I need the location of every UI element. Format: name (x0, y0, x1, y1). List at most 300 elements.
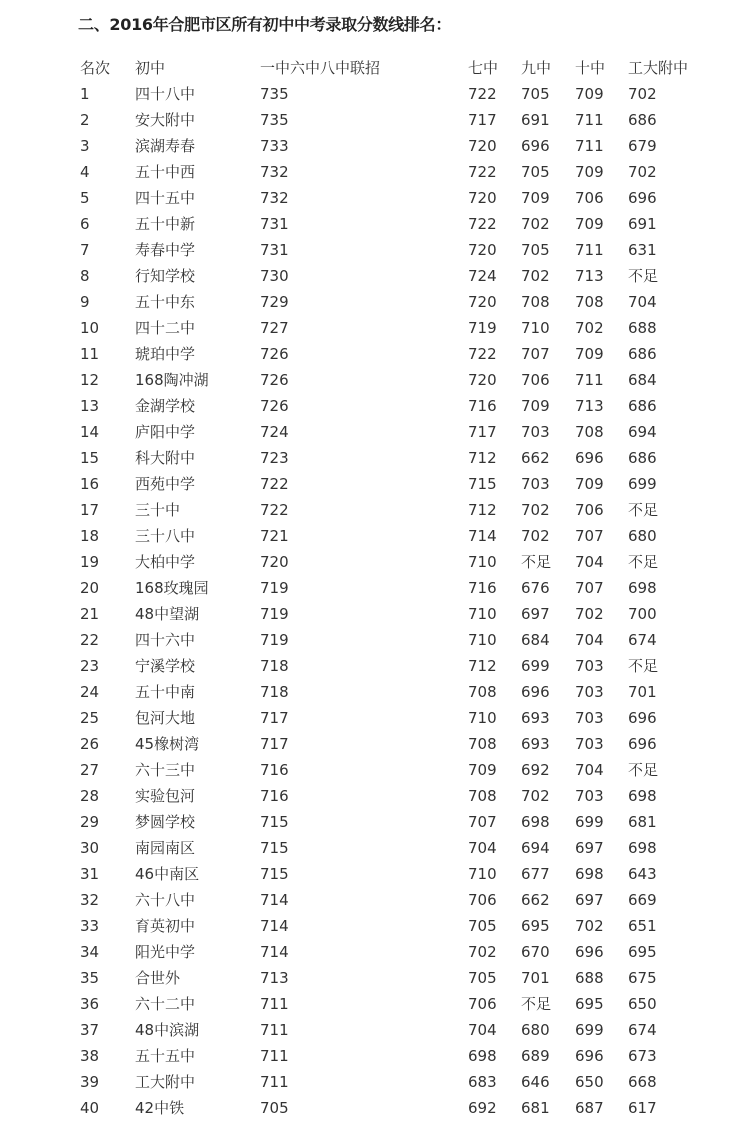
cell-no7-score: 707 (468, 813, 497, 831)
table-header-row (0, 55, 742, 81)
cell-rank: 16 (80, 475, 100, 493)
cell-gongda-score: 695 (628, 943, 657, 961)
cell-no7-score: 715 (468, 475, 497, 493)
cell-joint-score: 715 (260, 839, 289, 857)
cell-rank: 20 (80, 579, 100, 597)
table-row (0, 497, 742, 523)
cell-no10-score: 707 (575, 527, 604, 545)
cell-joint-score: 711 (260, 1073, 289, 1091)
cell-gongda-score: 673 (628, 1047, 657, 1065)
cell-no7-score: 720 (468, 137, 497, 155)
cell-no9-score: 662 (521, 891, 550, 909)
table-row (0, 211, 742, 237)
table-row (0, 757, 742, 783)
cell-joint-score: 711 (260, 995, 289, 1013)
table-row (0, 315, 742, 341)
cell-rank: 8 (80, 267, 90, 285)
cell-rank: 5 (80, 189, 90, 207)
cell-school: 45橡树湾 (135, 735, 200, 753)
cell-rank: 2 (80, 111, 90, 129)
cell-no7-score: 710 (468, 605, 497, 623)
cell-no10-score: 699 (575, 813, 604, 831)
cell-no7-score: 712 (468, 449, 497, 467)
cell-joint-score: 726 (260, 397, 289, 415)
cell-gongda-score: 不足 (628, 553, 659, 571)
cell-no9-score: 699 (521, 657, 550, 675)
table-row (0, 549, 742, 575)
cell-gongda-score: 680 (628, 527, 657, 545)
cell-school: 庐阳中学 (135, 423, 196, 441)
cell-school: 工大附中 (135, 1073, 196, 1091)
cell-joint-score: 731 (260, 241, 289, 259)
cell-gongda-score: 688 (628, 319, 657, 337)
cell-no10-score: 703 (575, 735, 604, 753)
cell-no7-score: 722 (468, 345, 497, 363)
cell-no9-score: 677 (521, 865, 550, 883)
cell-no9-score: 693 (521, 735, 550, 753)
cell-no9-score: 696 (521, 683, 550, 701)
cell-no7-score: 722 (468, 215, 497, 233)
cell-school: 实验包河 (135, 787, 196, 805)
cell-school: 四十八中 (135, 85, 196, 103)
cell-gongda-score: 702 (628, 85, 657, 103)
cell-no9-score: 702 (521, 267, 550, 285)
cell-no9-score: 703 (521, 475, 550, 493)
cell-no10-score: 709 (575, 475, 604, 493)
cell-joint-score: 735 (260, 111, 289, 129)
cell-gongda-score: 686 (628, 397, 657, 415)
cell-gongda-score: 675 (628, 969, 657, 987)
cell-joint-score: 732 (260, 163, 289, 181)
cell-school: 五十五中 (135, 1047, 196, 1065)
cell-school: 五十中新 (135, 215, 196, 233)
cell-no10-score: 650 (575, 1073, 604, 1091)
table-row (0, 835, 742, 861)
cell-joint-score: 714 (260, 891, 289, 909)
cell-no9-score: 705 (521, 85, 550, 103)
cell-school: 大柏中学 (135, 553, 196, 571)
cell-joint-score: 726 (260, 371, 289, 389)
cell-no10-score: 702 (575, 319, 604, 337)
cell-joint-score: 729 (260, 293, 289, 311)
cell-no10-score: 707 (575, 579, 604, 597)
cell-school: 四十六中 (135, 631, 196, 649)
cell-rank: 1 (80, 85, 90, 103)
cell-no9-score: 709 (521, 397, 550, 415)
cell-gongda-score: 701 (628, 683, 657, 701)
cell-no7-score: 714 (468, 527, 497, 545)
cell-school: 琥珀中学 (135, 345, 196, 363)
cell-rank: 15 (80, 449, 100, 467)
table-row (0, 289, 742, 315)
cell-no7-score: 708 (468, 787, 497, 805)
cell-no7-score: 704 (468, 839, 497, 857)
cell-joint-score: 721 (260, 527, 289, 545)
cell-no7-score: 724 (468, 267, 497, 285)
cell-no9-score: 709 (521, 189, 550, 207)
cell-no9-score: 698 (521, 813, 550, 831)
cell-rank: 26 (80, 735, 100, 753)
cell-no10-score: 709 (575, 85, 604, 103)
cell-no10-score: 697 (575, 891, 604, 909)
cell-no9-score: 691 (521, 111, 550, 129)
cell-gongda-score: 643 (628, 865, 657, 883)
cell-gongda-score: 不足 (628, 761, 659, 779)
cell-joint-score: 724 (260, 423, 289, 441)
cell-gongda-score: 681 (628, 813, 657, 831)
cell-no7-score: 720 (468, 241, 497, 259)
cell-rank: 13 (80, 397, 100, 415)
cell-rank: 3 (80, 137, 90, 155)
cell-no10-score: 697 (575, 839, 604, 857)
cell-gongda-score: 674 (628, 1021, 657, 1039)
cell-rank: 25 (80, 709, 100, 727)
cell-no10-score: 702 (575, 917, 604, 935)
cell-rank: 23 (80, 657, 100, 675)
cell-school: 梦圆学校 (135, 813, 196, 831)
cell-no7-score: 722 (468, 85, 497, 103)
cell-school: 六十二中 (135, 995, 196, 1013)
table-row (0, 185, 742, 211)
cell-school: 五十中南 (135, 683, 196, 701)
cell-school: 四十二中 (135, 319, 196, 337)
cell-no7-score: 706 (468, 995, 497, 1013)
cell-no10-score: 687 (575, 1099, 604, 1117)
cell-no9-score: 702 (521, 501, 550, 519)
cell-no7-score: 704 (468, 1021, 497, 1039)
cell-joint-score: 731 (260, 215, 289, 233)
cell-no10-score: 704 (575, 553, 604, 571)
cell-gongda-score: 651 (628, 917, 657, 935)
header-school: 初中 (135, 59, 166, 77)
cell-joint-score: 711 (260, 1047, 289, 1065)
cell-gongda-score: 674 (628, 631, 657, 649)
cell-no9-score: 697 (521, 605, 550, 623)
cell-gongda-score: 不足 (628, 657, 659, 675)
cell-gongda-score: 691 (628, 215, 657, 233)
table-row (0, 965, 742, 991)
cell-rank: 22 (80, 631, 100, 649)
cell-no10-score: 711 (575, 137, 604, 155)
table-row (0, 1095, 742, 1121)
cell-rank: 37 (80, 1021, 100, 1039)
cell-gongda-score: 617 (628, 1099, 657, 1117)
table-row (0, 861, 742, 887)
cell-gongda-score: 702 (628, 163, 657, 181)
cell-school: 金湖学校 (135, 397, 196, 415)
cell-joint-score: 711 (260, 1021, 289, 1039)
cell-school: 168陶冲湖 (135, 371, 209, 389)
cell-rank: 11 (80, 345, 100, 363)
cell-no10-score: 704 (575, 631, 604, 649)
table-row (0, 575, 742, 601)
cell-no9-score: 646 (521, 1073, 550, 1091)
cell-no9-score: 670 (521, 943, 550, 961)
cell-no9-score: 702 (521, 215, 550, 233)
cell-rank: 29 (80, 813, 100, 831)
cell-gongda-score: 698 (628, 787, 657, 805)
header-no7: 七中 (468, 59, 499, 77)
cell-no7-score: 717 (468, 111, 497, 129)
table-row (0, 887, 742, 913)
cell-joint-score: 732 (260, 189, 289, 207)
cell-school: 滨湖寿春 (135, 137, 196, 155)
cell-school: 科大附中 (135, 449, 196, 467)
cell-no7-score: 709 (468, 761, 497, 779)
cell-rank: 6 (80, 215, 90, 233)
table-row (0, 419, 742, 445)
cell-joint-score: 705 (260, 1099, 289, 1117)
cell-no10-score: 711 (575, 371, 604, 389)
cell-rank: 17 (80, 501, 100, 519)
cell-rank: 21 (80, 605, 100, 623)
table-row (0, 1043, 742, 1069)
table-row (0, 81, 742, 107)
table-row (0, 445, 742, 471)
cell-no9-score: 695 (521, 917, 550, 935)
cell-no7-score: 722 (468, 163, 497, 181)
cell-rank: 9 (80, 293, 90, 311)
table-row (0, 341, 742, 367)
cell-no7-score: 683 (468, 1073, 497, 1091)
cell-joint-score: 719 (260, 605, 289, 623)
cell-rank: 34 (80, 943, 100, 961)
cell-school: 三十中 (135, 501, 181, 519)
cell-no10-score: 703 (575, 709, 604, 727)
cell-no10-score: 695 (575, 995, 604, 1013)
cell-gongda-score: 696 (628, 709, 657, 727)
cell-no7-score: 716 (468, 397, 497, 415)
table-row (0, 393, 742, 419)
cell-no10-score: 696 (575, 943, 604, 961)
cell-no7-score: 698 (468, 1047, 497, 1065)
table-row (0, 1069, 742, 1095)
cell-no7-score: 708 (468, 683, 497, 701)
cell-no9-score: 694 (521, 839, 550, 857)
cell-no10-score: 698 (575, 865, 604, 883)
cell-joint-score: 718 (260, 683, 289, 701)
table-row (0, 237, 742, 263)
cell-joint-score: 714 (260, 943, 289, 961)
cell-no7-score: 712 (468, 501, 497, 519)
cell-no7-score: 712 (468, 657, 497, 675)
cell-no10-score: 704 (575, 761, 604, 779)
table-row (0, 601, 742, 627)
cell-joint-score: 717 (260, 735, 289, 753)
cell-gongda-score: 700 (628, 605, 657, 623)
cell-no7-score: 692 (468, 1099, 497, 1117)
cell-no9-score: 689 (521, 1047, 550, 1065)
cell-joint-score: 733 (260, 137, 289, 155)
cell-gongda-score: 650 (628, 995, 657, 1013)
cell-joint-score: 716 (260, 787, 289, 805)
cell-rank: 40 (80, 1099, 100, 1117)
cell-rank: 31 (80, 865, 100, 883)
cell-no10-score: 703 (575, 683, 604, 701)
cell-no7-score: 717 (468, 423, 497, 441)
cell-gongda-score: 668 (628, 1073, 657, 1091)
cell-joint-score: 723 (260, 449, 289, 467)
cell-no10-score: 711 (575, 111, 604, 129)
cell-no9-score: 702 (521, 787, 550, 805)
cell-school: 六十八中 (135, 891, 196, 909)
cell-gongda-score: 699 (628, 475, 657, 493)
cell-gongda-score: 679 (628, 137, 657, 155)
cell-rank: 10 (80, 319, 100, 337)
cell-no9-score: 不足 (521, 995, 552, 1013)
cell-no7-score: 720 (468, 293, 497, 311)
cell-school: 西苑中学 (135, 475, 196, 493)
cell-joint-score: 720 (260, 553, 289, 571)
cell-school: 48中滨湖 (135, 1021, 200, 1039)
table-row (0, 809, 742, 835)
cell-school: 合世外 (135, 969, 181, 987)
cell-joint-score: 722 (260, 475, 289, 493)
cell-joint-score: 717 (260, 709, 289, 727)
cell-gongda-score: 631 (628, 241, 657, 259)
cell-joint-score: 719 (260, 579, 289, 597)
cell-school: 安大附中 (135, 111, 196, 129)
cell-no9-score: 705 (521, 163, 550, 181)
cell-no10-score: 703 (575, 657, 604, 675)
cell-joint-score: 715 (260, 813, 289, 831)
cell-gongda-score: 686 (628, 111, 657, 129)
cell-gongda-score: 684 (628, 371, 657, 389)
cell-rank: 35 (80, 969, 100, 987)
cell-school: 寿春中学 (135, 241, 196, 259)
table-row (0, 653, 742, 679)
table-row (0, 679, 742, 705)
table-row (0, 627, 742, 653)
table-row (0, 523, 742, 549)
cell-school: 四十五中 (135, 189, 196, 207)
cell-rank: 14 (80, 423, 100, 441)
table-row (0, 159, 742, 185)
cell-gongda-score: 704 (628, 293, 657, 311)
cell-no10-score: 708 (575, 293, 604, 311)
cell-no7-score: 720 (468, 189, 497, 207)
cell-school: 五十中东 (135, 293, 196, 311)
cell-no9-score: 680 (521, 1021, 550, 1039)
cell-no9-score: 681 (521, 1099, 550, 1117)
cell-no9-score: 696 (521, 137, 550, 155)
cell-school: 42中铁 (135, 1099, 185, 1117)
cell-joint-score: 715 (260, 865, 289, 883)
cell-gongda-score: 686 (628, 345, 657, 363)
cell-gongda-score: 不足 (628, 501, 659, 519)
cell-no7-score: 719 (468, 319, 497, 337)
cell-no7-score: 710 (468, 709, 497, 727)
cell-no9-score: 707 (521, 345, 550, 363)
cell-no10-score: 713 (575, 397, 604, 415)
cell-no9-score: 693 (521, 709, 550, 727)
cell-gongda-score: 669 (628, 891, 657, 909)
cell-no10-score: 696 (575, 449, 604, 467)
table-row (0, 991, 742, 1017)
cell-rank: 33 (80, 917, 100, 935)
cell-rank: 12 (80, 371, 100, 389)
table-row (0, 263, 742, 289)
cell-joint-score: 719 (260, 631, 289, 649)
cell-rank: 32 (80, 891, 100, 909)
cell-no9-score: 705 (521, 241, 550, 259)
cell-no10-score: 709 (575, 163, 604, 181)
cell-gongda-score: 694 (628, 423, 657, 441)
cell-gongda-score: 698 (628, 579, 657, 597)
cell-gongda-score: 698 (628, 839, 657, 857)
cell-no7-score: 710 (468, 865, 497, 883)
cell-no9-score: 706 (521, 371, 550, 389)
cell-no10-score: 706 (575, 501, 604, 519)
cell-school: 包河大地 (135, 709, 196, 727)
cell-joint-score: 716 (260, 761, 289, 779)
cell-rank: 24 (80, 683, 100, 701)
cell-no7-score: 708 (468, 735, 497, 753)
cell-joint-score: 722 (260, 501, 289, 519)
cell-no7-score: 702 (468, 943, 497, 961)
cell-school: 46中南区 (135, 865, 200, 883)
cell-no9-score: 692 (521, 761, 550, 779)
cell-no7-score: 710 (468, 631, 497, 649)
cell-school: 宁溪学校 (135, 657, 196, 675)
cell-no9-score: 708 (521, 293, 550, 311)
score-table (0, 55, 742, 1121)
cell-no7-score: 716 (468, 579, 497, 597)
cell-no7-score: 705 (468, 917, 497, 935)
cell-joint-score: 727 (260, 319, 289, 337)
cell-no10-score: 688 (575, 969, 604, 987)
cell-joint-score: 718 (260, 657, 289, 675)
table-row (0, 471, 742, 497)
cell-no10-score: 702 (575, 605, 604, 623)
cell-joint-score: 726 (260, 345, 289, 363)
cell-no10-score: 709 (575, 345, 604, 363)
header-joint-enrollment: 一中六中八中联招 (260, 59, 381, 77)
table-row (0, 939, 742, 965)
cell-gongda-score: 686 (628, 449, 657, 467)
cell-no10-score: 711 (575, 241, 604, 259)
cell-no7-score: 706 (468, 891, 497, 909)
table-row (0, 133, 742, 159)
cell-rank: 18 (80, 527, 100, 545)
cell-school: 六十三中 (135, 761, 196, 779)
cell-no9-score: 676 (521, 579, 550, 597)
table-row (0, 731, 742, 757)
table-row (0, 367, 742, 393)
cell-rank: 19 (80, 553, 100, 571)
cell-no10-score: 709 (575, 215, 604, 233)
cell-no9-score: 684 (521, 631, 550, 649)
table-row (0, 913, 742, 939)
header-no9: 九中 (521, 59, 552, 77)
cell-no9-score: 不足 (521, 553, 552, 571)
cell-no9-score: 701 (521, 969, 550, 987)
cell-joint-score: 713 (260, 969, 289, 987)
cell-school: 阳光中学 (135, 943, 196, 961)
cell-school: 南园南区 (135, 839, 196, 857)
cell-joint-score: 714 (260, 917, 289, 935)
cell-no7-score: 720 (468, 371, 497, 389)
table-row (0, 107, 742, 133)
page-title: 二、2016年合肥市区所有初中中考录取分数线排名： (78, 15, 452, 34)
cell-no9-score: 662 (521, 449, 550, 467)
header-gongda: 工大附中 (628, 59, 689, 77)
cell-no10-score: 713 (575, 267, 604, 285)
cell-rank: 27 (80, 761, 100, 779)
cell-gongda-score: 696 (628, 189, 657, 207)
cell-rank: 30 (80, 839, 100, 857)
cell-rank: 4 (80, 163, 90, 181)
